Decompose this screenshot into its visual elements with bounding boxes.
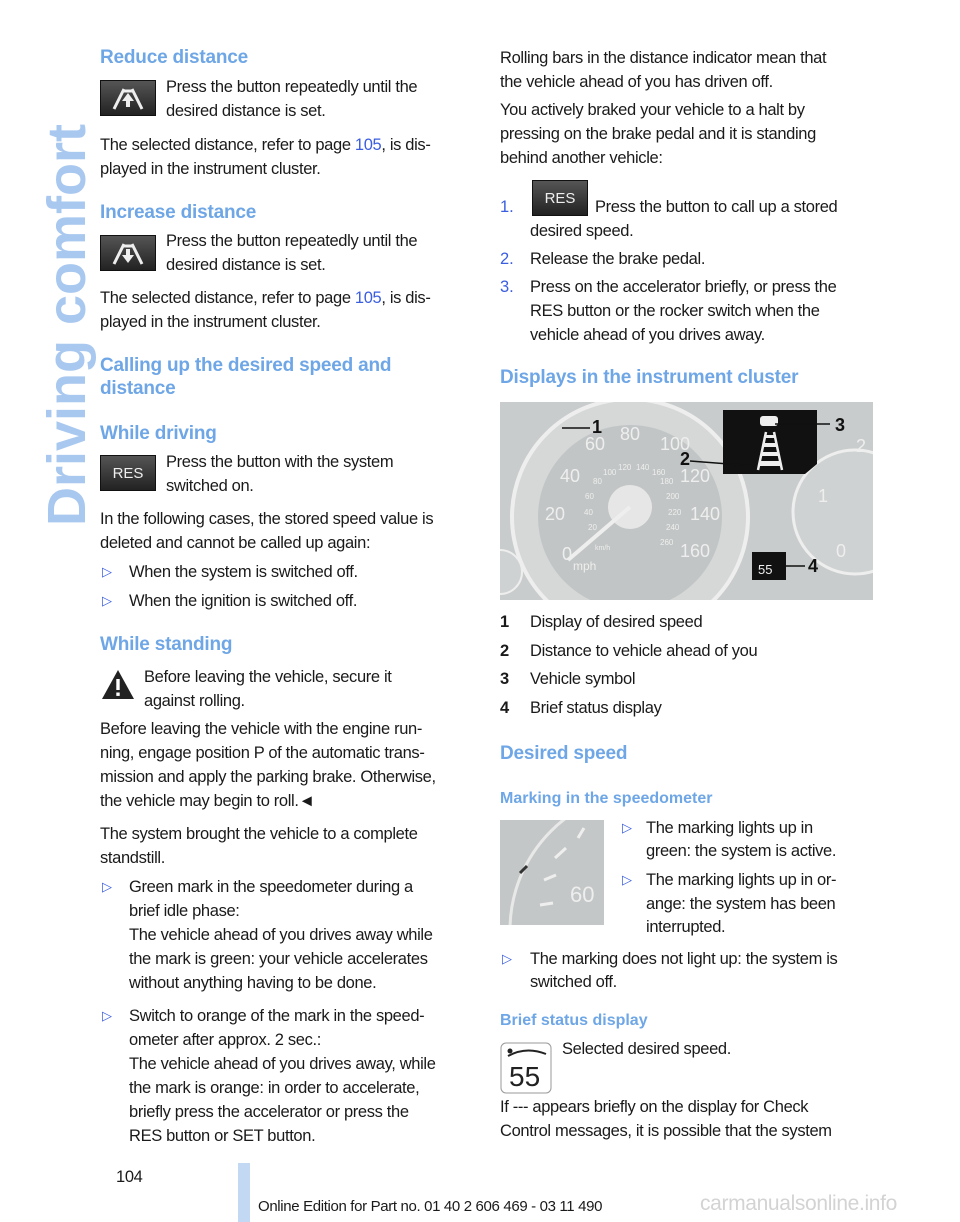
bullet-triangle-icon: ▷ <box>102 1008 112 1023</box>
warning-text-2: against rolling. <box>144 692 245 710</box>
kmh-tick: 160 <box>652 468 666 477</box>
standing-bullet-2-sub-4: RES button or SET button. <box>129 1127 316 1145</box>
step-3-line-1: Press on the accelerator briefly, or press the <box>530 278 837 296</box>
legend-text: Vehicle symbol <box>530 670 636 688</box>
step-1-line-2: desired speed. <box>530 222 634 240</box>
instrument-cluster-image <box>500 402 873 600</box>
page-link-105[interactable]: 105 <box>354 289 382 307</box>
step-3-line-2: RES button or the rocker switch when the <box>530 302 820 320</box>
kmh-tick: 120 <box>618 463 632 472</box>
mph-tick-140: 140 <box>690 504 721 524</box>
right-gauge-tick: 1 <box>818 486 829 506</box>
standing-bullet-1-sub-2: the mark is green: your vehicle accelerates <box>129 950 428 968</box>
warning-text-1: Before leaving the vehicle, secure it <box>144 668 392 686</box>
watermark: carmanualsonline.info <box>700 1192 897 1215</box>
heading-while-standing: While standing <box>100 634 233 655</box>
standing-para-2: ning, engage position P of the automatic trans- <box>100 744 425 762</box>
kmh-tick: 20 <box>588 523 597 532</box>
legend-number: 1 <box>500 613 510 631</box>
standing-para-4: the vehicle may begin to roll.◄ <box>100 792 315 810</box>
standing-bullet-1-sub-1: The vehicle ahead of you drives away while <box>129 926 433 944</box>
kmh-tick: 260 <box>660 538 674 547</box>
standing-bullet-2-sub-2: the mark is orange: in order to accelerate, <box>129 1079 420 1097</box>
bullet-triangle-icon: ▷ <box>102 564 112 579</box>
standing-bullet-1-line-1: Green mark in the speedometer during a <box>129 878 413 896</box>
right-para2-3: behind another vehicle: <box>500 149 663 167</box>
callout-3: 3 <box>835 415 846 435</box>
mph-tick-0: 0 <box>562 544 573 564</box>
footer-bar <box>238 1163 250 1222</box>
legend-text: Distance to vehicle ahead of you <box>530 642 758 660</box>
heading-while-driving: While driving <box>100 423 217 444</box>
increase-text-1: Press the button repeatedly until the <box>166 232 418 250</box>
increase-distance-button-icon <box>100 235 156 271</box>
legend-text: Display of desired speed <box>530 613 703 631</box>
mph-tick-40: 40 <box>560 466 581 486</box>
heading-marking: Marking in the speedometer <box>500 790 713 807</box>
heading-calling-up-2: distance <box>100 378 176 399</box>
status-value: 55 <box>758 562 773 577</box>
kmh-tick: 80 <box>593 477 602 486</box>
right-para2-2: pressing on the brake pedal and it is standing <box>500 125 816 143</box>
legend-number: 4 <box>500 699 510 717</box>
bullet-triangle-icon: ▷ <box>622 820 632 835</box>
right-gauge-tick: 2 <box>856 436 867 456</box>
callout-1: 1 <box>592 417 603 437</box>
marking-bullet-3-line-2: switched off. <box>530 973 617 991</box>
standing-bullet-2-sub-3: briefly press the accelerator or press the <box>129 1103 409 1121</box>
reduce-para-2: played in the instrument cluster. <box>100 160 321 178</box>
final-para-2: Control messages, it is possible that the system <box>500 1122 832 1140</box>
heading-increase-distance: Increase distance <box>100 202 257 223</box>
heading-displays: Displays in the instrument cluster <box>500 367 799 388</box>
legend-text: Brief status display <box>530 699 662 717</box>
standing-para2-2: standstill. <box>100 849 165 867</box>
final-para-1: If --- appears briefly on the display for Check <box>500 1098 809 1116</box>
marking-bullet-2-line-3: interrupted. <box>646 918 726 936</box>
standing-bullet-2-line-1: Switch to orange of the mark in the speed- <box>129 1007 425 1025</box>
kmh-tick: 140 <box>636 463 650 472</box>
mph-tick-60: 60 <box>585 434 606 454</box>
right-gauge-tick: 0 <box>836 541 847 561</box>
marking-bullet-1-line-1: The marking lights up in <box>646 819 813 837</box>
driving-bullet-2: When the ignition is switched off. <box>129 592 358 610</box>
heading-calling-up-1: Calling up the desired speed and <box>100 355 392 376</box>
warning-icon <box>100 668 136 707</box>
mph-tick-80: 80 <box>620 424 641 444</box>
mph-tick-160: 160 <box>680 541 711 561</box>
step-2-line-1: Release the brake pedal. <box>530 250 706 268</box>
step-number: 2. <box>500 250 514 268</box>
step-1-line-1: Press the button to call up a stored <box>595 198 838 216</box>
page-link-105[interactable]: 105 <box>354 136 382 154</box>
page-number: 104 <box>116 1168 143 1186</box>
bullet-triangle-icon: ▷ <box>502 951 512 966</box>
standing-para2-1: The system brought the vehicle to a complete <box>100 825 418 843</box>
step-number: 1. <box>500 198 514 216</box>
right-para2-1: You actively braked your vehicle to a halt by <box>500 101 805 119</box>
increase-para-2: played in the instrument cluster. <box>100 313 321 331</box>
driving-para-1: In the following cases, the stored speed value is <box>100 510 434 528</box>
standing-bullet-2-sub-1: The vehicle ahead of you drives away, while <box>129 1055 436 1073</box>
reduce-text-2: desired distance is set. <box>166 102 326 120</box>
reduce-para-1: The selected distance, refer to page 105, is dis- <box>100 136 431 154</box>
heading-brief-status: Brief status display <box>500 1012 648 1029</box>
mph-tick-120: 120 <box>680 466 711 486</box>
brief-icon-value: 55 <box>509 1061 541 1092</box>
kmh-tick: 200 <box>666 492 680 501</box>
standing-bullet-1-line-2: brief idle phase: <box>129 902 240 920</box>
bullet-triangle-icon: ▷ <box>622 872 632 887</box>
right-para1-2: the vehicle ahead of you has driven off. <box>500 73 773 91</box>
reduce-distance-button-icon <box>100 80 156 116</box>
driving-bullet-1: When the system is switched off. <box>129 563 358 581</box>
marking-bullet-1-line-2: green: the system is active. <box>646 842 837 860</box>
speedometer-marking-image <box>500 820 604 925</box>
kmh-tick: 220 <box>668 508 682 517</box>
unit-kmh: km/h <box>595 545 611 552</box>
mph-tick-20: 20 <box>545 504 566 524</box>
marking-bullet-2-line-2: ange: the system has been <box>646 895 836 913</box>
heading-reduce-distance: Reduce distance <box>100 47 248 68</box>
standing-para-1: Before leaving the vehicle with the engine run- <box>100 720 423 738</box>
reduce-text-1: Press the button repeatedly until the <box>166 78 418 96</box>
kmh-tick: 60 <box>585 492 594 501</box>
kmh-tick: 180 <box>660 477 674 486</box>
heading-desired-speed: Desired speed <box>500 743 628 764</box>
bullet-triangle-icon: ▷ <box>102 879 112 894</box>
standing-para-3: mission and apply the parking brake. Otherwise, <box>100 768 436 786</box>
brief-status-55-icon <box>500 1042 552 1094</box>
section-side-title: Driving comfort <box>37 123 97 526</box>
increase-para-1: The selected distance, refer to page 105, is dis- <box>100 289 431 307</box>
unit-mph: mph <box>573 559 597 573</box>
callout-4: 4 <box>808 556 819 576</box>
kmh-tick: 40 <box>584 508 593 517</box>
kmh-tick: 100 <box>603 468 617 477</box>
marking-bullet-3-line-1: The marking does not light up: the system is <box>530 950 838 968</box>
legend-number: 2 <box>500 642 510 660</box>
mph-tick-100: 100 <box>660 434 691 454</box>
step-number: 3. <box>500 278 514 296</box>
kmh-tick: 240 <box>666 523 680 532</box>
marking-bullet-2-line-1: The marking lights up in or- <box>646 871 837 889</box>
callout-2: 2 <box>680 449 691 469</box>
bullet-triangle-icon: ▷ <box>102 593 112 608</box>
speed-60-label: 60 <box>570 882 595 907</box>
driving-text-1: Press the button with the system <box>166 453 394 471</box>
brief-status-text: Selected desired speed. <box>562 1040 731 1058</box>
res-button-icon: RES <box>532 180 588 216</box>
step-3-line-3: vehicle ahead of you drives away. <box>530 326 765 344</box>
res-button-icon: RES <box>100 455 156 491</box>
driving-text-2: switched on. <box>166 477 254 495</box>
increase-text-2: desired distance is set. <box>166 256 326 274</box>
driving-para-2: deleted and cannot be called up again: <box>100 534 371 552</box>
legend-number: 3 <box>500 670 510 688</box>
standing-bullet-1-sub-3: without anything having to be done. <box>129 974 377 992</box>
right-para1-1: Rolling bars in the distance indicator mean that <box>500 49 827 67</box>
standing-bullet-2-line-2: ometer after approx. 2 sec.: <box>129 1031 321 1049</box>
edition-text: Online Edition for Part no. 01 40 2 606 469 - 03 11 490 <box>258 1198 603 1215</box>
